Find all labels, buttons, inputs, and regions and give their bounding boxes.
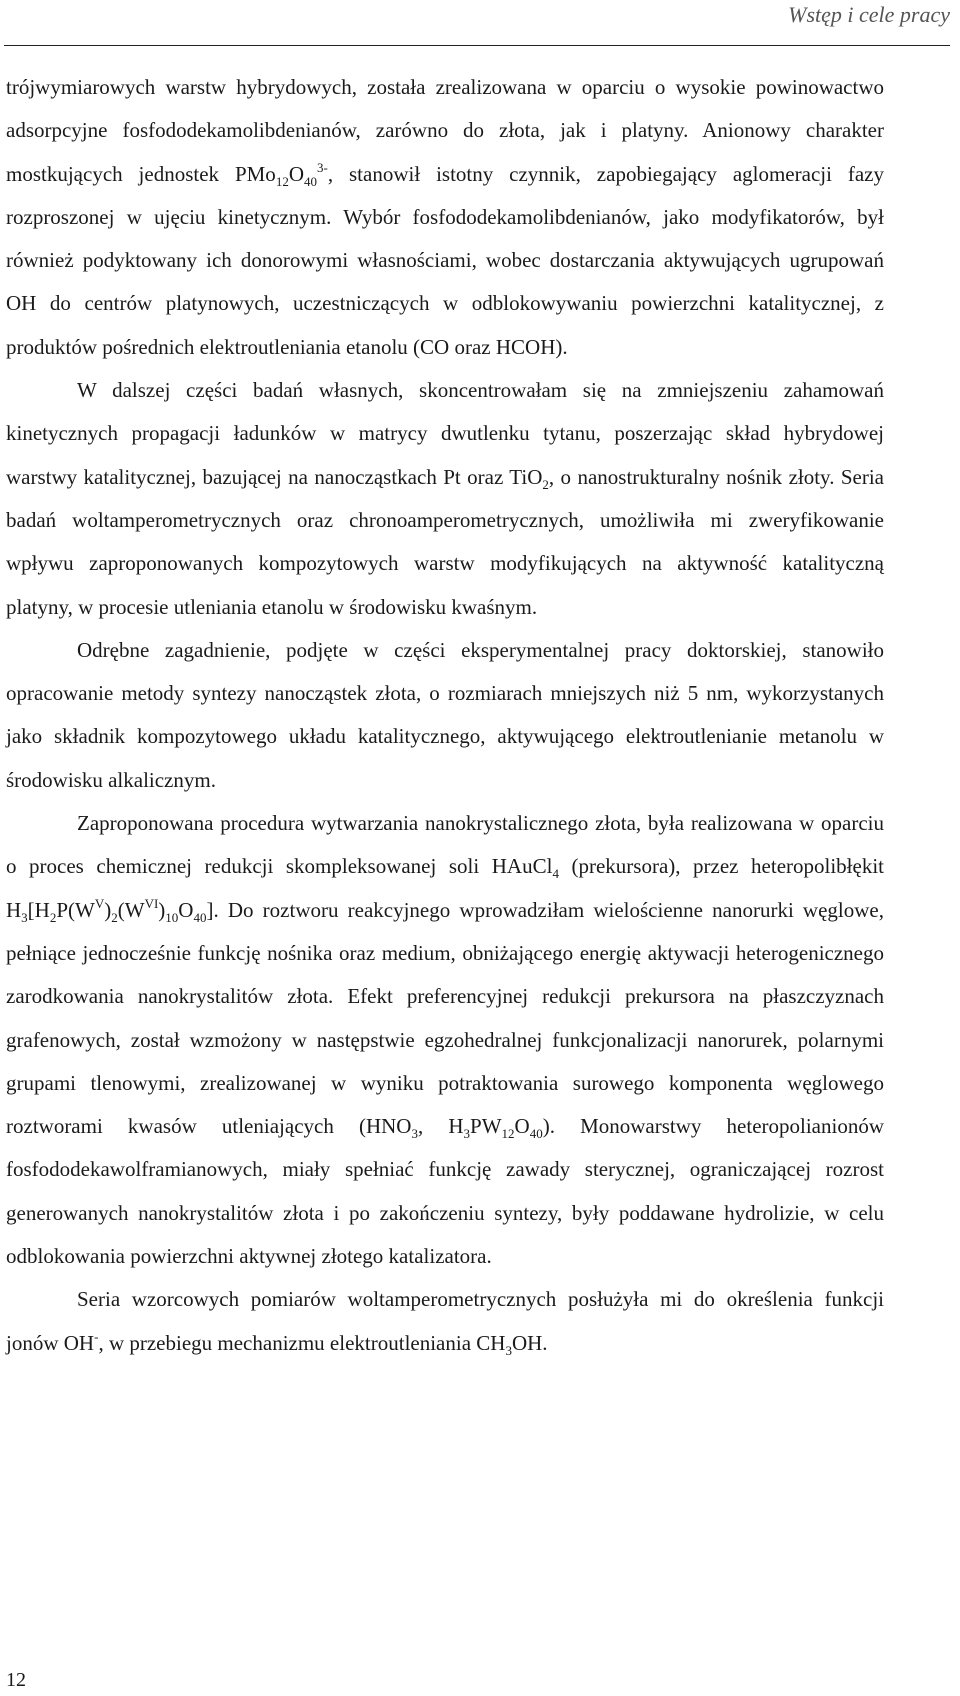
text-run: W dalszej części badań własnych, skoncentrowałam się na zmniejszeniu zahamowań kinetycznych propagacji ładunków w matrycy dwutlenku tytanu, poszerzając skład hybrydowej warstwy katalitycznej, bazującej na nanocząstkach Pt oraz TiO — [6, 378, 884, 489]
subscript: 10 — [165, 909, 179, 925]
subscript: 2 — [542, 476, 549, 492]
text-run: Odrębne zagadnienie, podjęte w części eksperymentalnej pracy doktorskiej, stanowiło opracowanie metody syntezy nanocząstek złota, o rozmiarach mniejszych niż 5 nm, wykorzystanych jako składnik kompozytowego układu katalitycznego, aktywującego elektroutlenianie metanolu w środowisku alkalicznym. — [6, 637, 884, 792]
paragraph-2 — [6, 369, 884, 629]
text-run: ) — [158, 897, 166, 922]
text-run: O — [178, 897, 194, 922]
text-run: trójwymiarowych warstw hybrydowych, została zrealizowana w oparciu o wysokie powinowactwo adsorpcyjne fosfododekamolibdenianów, zarówno do złota, jak i platyny. Anionowy charakter mostkujących jednostek PMo — [6, 75, 884, 186]
superscript: V — [94, 895, 105, 911]
header-rule — [4, 45, 950, 46]
text-run: (prekursora), przez heteropolibłękit H — [6, 854, 884, 922]
paragraph-3 — [6, 629, 884, 802]
text-run: P(W — [56, 897, 95, 922]
text-run: OH. — [511, 1330, 548, 1355]
text-run: , stanowił istotny czynnik, zapobiegający aglomeracji fazy rozproszonej w ujęciu kinetycznym. Wybór fosfododekamolibdenianów, jako modyfikatorów, był również podyktowany ich donorowymi własnościami, wobec dostarczania aktywujących ugrupowań OH do centrów platynowych, uczestniczących w odblokowywaniu powierzchni katalitycznej, z produktów pośrednich elektroutleniania etanolu (CO oraz HCOH). — [6, 161, 884, 359]
text-run: ). Monowarstwy heteropolianionów fosfododekawolframianowych, miały spełniać funkcję zawady sterycznej, ograniczającej rozrost generowanych nanokrystalitów złota i po zakończeniu syntezy, były poddawane hydrolizie, w celu odblokowania powierzchni aktywnej złotego katalizatora. — [6, 1114, 885, 1269]
subscript: 40 — [529, 1126, 543, 1142]
subscript: 3 — [411, 1126, 418, 1142]
superscript: VI — [144, 895, 159, 911]
text-run: ) — [104, 897, 112, 922]
paragraph-1 — [6, 66, 884, 369]
subscript: 3 — [463, 1126, 471, 1142]
superscript: 3- — [316, 159, 328, 175]
text-run: PW — [470, 1114, 502, 1139]
text-run: , o nanostrukturalny nośnik złoty. Seria badań woltamperometrycznych oraz chronoamperometrycznych, umożliwiła mi zweryfikowanie wpływu zaproponowanych kompozytowych warstw modyfikujących na aktywność katalityczną platyny, w procesie utleniania etanolu w środowisku kwaśnym. — [6, 464, 884, 619]
text-run: Zaproponowana procedura wytwarzania nanokrystalicznego złota, była realizowana w oparciu o proces chemicznej redukcji skompleksowanej soli HAuCl — [6, 811, 884, 879]
text-run: O — [514, 1114, 530, 1139]
page-number: 12 — [6, 1669, 26, 1691]
subscript: 2 — [49, 909, 57, 925]
body-text — [6, 66, 884, 1365]
subscript: 12 — [501, 1126, 515, 1142]
subscript: 40 — [193, 909, 207, 925]
text-run: Seria wzorcowych pomiarów woltamperometrycznych posłużyła mi do określenia funkcji jonów OH — [6, 1287, 884, 1355]
text-run: (W — [117, 897, 145, 922]
running-header: Wstęp i cele pracy — [788, 2, 950, 27]
text-run: ]. Do roztworu reakcyjnego wprowadziłam wielościenne nanorurki węglowe, pełniące jednocześnie funkcję nośnika oraz medium, obniżającego energię aktywacji heterogenicznego zarodkowania nanokrystalitów złota. Efekt preferencyjnej redukcji prekursora na płaszczyznach grafenowych, został wzmożony w następstwie egzohedralnej funkcjonalizacji nanorurek, polarnymi grupami tlenowymi, zrealizowanej w wyniku potraktowania surowego komponenta węglowego roztworami kwasów utleniających (HNO — [6, 897, 884, 1139]
text-run: O — [288, 161, 304, 186]
paragraph-4 — [6, 802, 884, 1278]
subscript: 3 — [505, 1342, 512, 1358]
text-run: , w przebiegu mechanizmu elektroutleniania CH — [98, 1330, 506, 1355]
subscript: 12 — [275, 173, 289, 189]
subscript: 4 — [552, 866, 559, 882]
subscript: 2 — [111, 909, 118, 925]
subscript: 3 — [21, 909, 28, 925]
subscript: 40 — [303, 173, 317, 189]
paragraph-5 — [6, 1278, 884, 1365]
superscript: - — [94, 1328, 99, 1344]
text-run: , H — [417, 1114, 464, 1139]
text-run: [H — [27, 897, 50, 922]
